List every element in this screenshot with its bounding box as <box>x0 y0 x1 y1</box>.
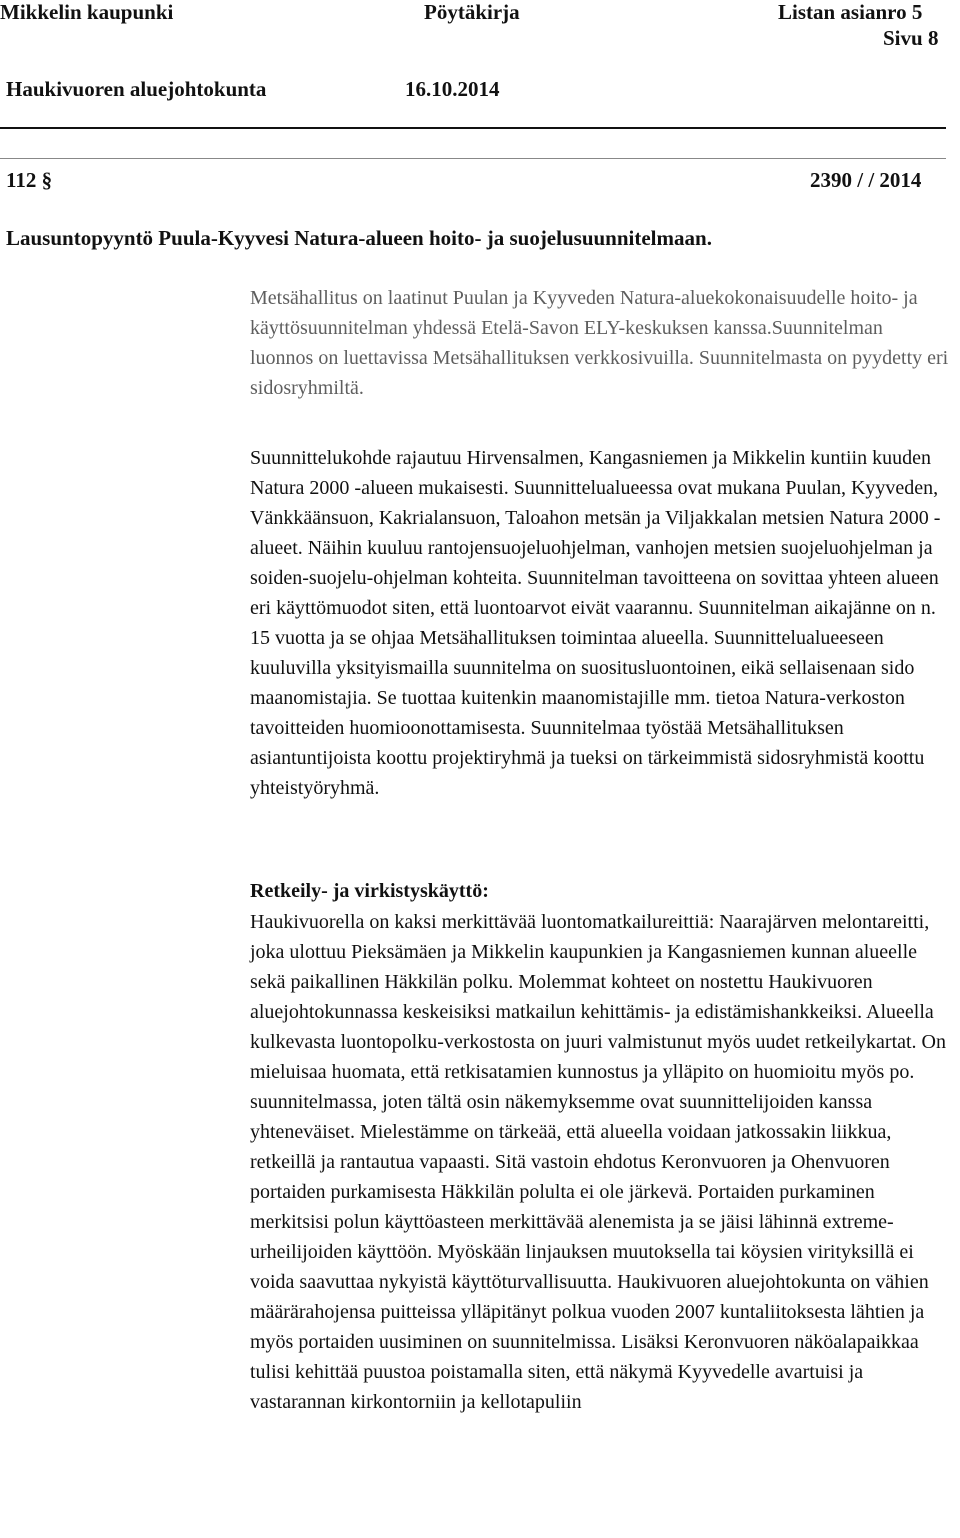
organization-name: Mikkelin kaupunki <box>0 0 174 24</box>
committee-name: Haukivuoren aluejohtokunta <box>6 77 267 101</box>
paragraph-intro-part-a: Metsähallitus on laatinut Puulan ja Kyyveden Natura-aluekokonaisuudelle hoito- ja käyttösuunnitelman yhdessä Etelä-Savon ELY-keskuksen kanssa. <box>250 287 918 339</box>
section-title: Lausuntopyyntö Puula-Kyyvesi Natura-alueen hoito- ja suojelusuunnitelmaan. <box>6 226 712 250</box>
agenda-item-number: Listan asianro 5 <box>778 0 923 24</box>
paragraph-planning-area: Suunnittelukohde rajautuu Hirvensalmen, Kangasniemen ja Mikkelin kuntiin kuuden Natura 2000 -alueen mukaisesti. Suunnittelualueessa ovat mukana Puulan, Kyyveden, Vänkkäänsuon, Kakrialansuon, Taloahon metsän ja Viljakkalan metsien Natura 2000 -alueet. Näihin kuuluu rantojensuojeluohjelman, vanhojen metsien suojeluohjelman ja soiden-suojelu-ohjelman kohteita. Suunnitelman tavoitteena on sovittaa yhteen alueen eri käyttömuodot siten, että luontoarvot eivät vaarannu. Suunnitelman aikajänne on n. 15 vuotta ja se ohjaa Metsähallituksen toimintaa alueella. Suunnittelualueeseen kuuluvilla yksityismailla suunnitelma on suositusluontoinen, eikä sellaisenaan sido maanomistajia. Se tuottaa kuitenkin maanomistajille mm. tietoa Natura-verkoston tavoitteiden huomioonottamisesta. Suunnitelmaa työstää Metsähallituksen asiantuntijoista koottu projektiryhmä ja tueksi on tärkeimmistä sidosryhmistä koottu yhteistyöryhmä. <box>250 447 941 799</box>
page-number: Sivu 8 <box>883 26 939 50</box>
section-number: 112 § <box>6 168 53 192</box>
paragraph-recreation: Haukivuorella on kaksi merkittävää luontomatkailureittiä: Naarajärven melontareitti, joka ulottuu Pieksämäen ja Mikkelin kaupunkien ja Kangasniemen kunnan alueelle sekä paikallinen Häkkilän polku. Molemmat kohteet on nostettu Haukivuoren aluejohtokunnassa keskeisiksi matkailun kehittämis- ja edistämishankkeiksi. Alueella kulkevasta luontopolku-verkostosta on juuri valmistunut myös uudet retkeilykartat. On mieluisaa huomata, että retkisatamien kunnostus ja ylläpito on huomioitu myös po. suunnitelmassa, joten tältä osin näkemyksemme ovat suunnittelijoiden kanssa yhteneväiset. Mielestämme on tärkeää, että alueella voidaan jatkossakin liikkua, retkeillä ja rantautua vapaasti. Sitä vastoin ehdotus Keronvuoren ja Ohenvuoren portaiden purkamisesta Häkkilän polulta ei ole järkevä. Portaiden purkaminen merkitsisi polun käyttöasteen merkittävää alenemista ja se jäisi lähinnä extreme-urheilijoiden käyttöön. Myöskään linjauksen muutoksella tai köysien virityksillä ei voida saavuttaa nykyistä käyttöturvallisuutta. Haukivuoren aluejohtokunta on vähien määrärahojensa puitteissa ylläpitänyt polkua vuoden 2007 kuntaliitoksesta lähtien ja myös portaiden uusiminen on suunnitelmissa. Lisäksi Keronvuoren näköalapaikkaa tulisi kehittää puustoa poistamalla siten, että näkymä Kyyvedelle avartuisi ja vastarannan kirkontorniin ja kellotapuliin <box>250 911 946 1413</box>
meeting-date: 16.10.2014 <box>405 77 500 101</box>
section-divider <box>0 158 946 159</box>
heading-recreation: Retkeily- ja virkistyskäyttö: <box>250 880 489 902</box>
document-type: Pöytäkirja <box>424 0 520 24</box>
case-reference: 2390 / / 2014 <box>810 168 922 192</box>
header-divider <box>0 127 946 129</box>
paragraph-intro-part-b: Suunnitelman luonnos on luettavissa Metsähallituksen verkkosivuilla. Suunnitelmasta on pyydetty eri sidosryhmiltä. <box>250 317 949 399</box>
paragraph-intro <box>250 283 950 403</box>
